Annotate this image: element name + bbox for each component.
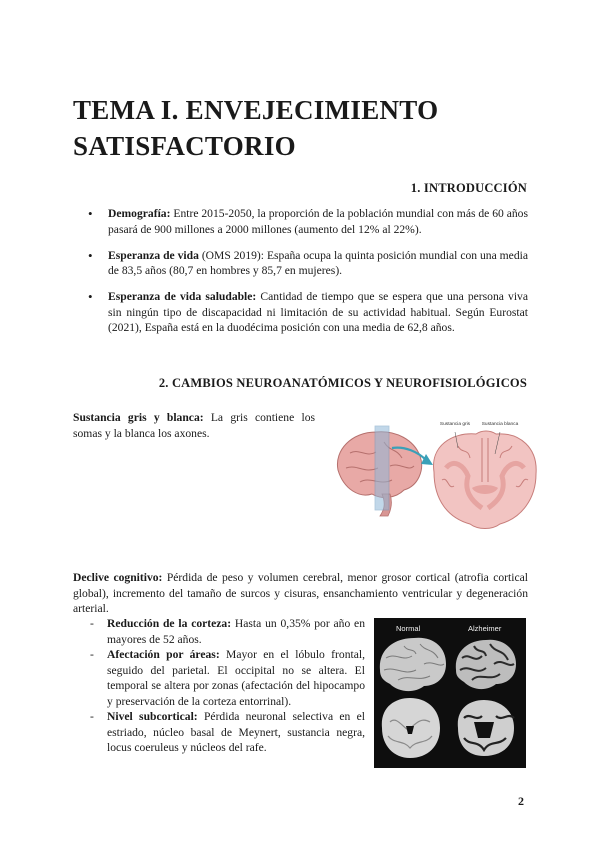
paragraph-sustancia: Sustancia gris y blanca: La gris contiene los somas y la blanca los axones.	[73, 411, 316, 440]
declive-dash-list	[87, 616, 365, 756]
item-reduccion-corteza: - Reducción de la corteza: Hasta un 0,35% por año en mayores de 52 años.	[87, 616, 365, 647]
section-heading-cambios: 2. CAMBIOS NEUROANATÓMICOS Y NEUROFISIOLÓGICOS	[158, 376, 527, 390]
paragraph-declive: Declive cognitivo: Pérdida de peso y volumen cerebral, menor grosor cortical (atrofia cortical global), incremento del tamaño de surcos y cisuras, ensanchamiento ventricular y degeneración arterial.	[73, 571, 528, 615]
label-sustancia-blanca: Sustancia blanca	[481, 422, 519, 427]
label-alzheimer: Alzheimer	[468, 624, 502, 633]
brain-side-view-icon	[337, 426, 421, 516]
arrow-icon	[421, 454, 433, 465]
section-heading-introduccion: 1. INTRODUCCIÓN	[410, 181, 527, 195]
page-number: 2	[518, 794, 524, 808]
document-title: TEMA I. ENVEJECIMIENTO SATISFACTORIO	[73, 95, 439, 161]
normal-brain-coronal-icon	[382, 698, 440, 758]
bullet-esperanza-vida-saludable: • Esperanza de vida saludable: Cantidad de tiempo que se espera que una persona viva sin ningún tipo de discapacidad ni limitación de su actividad habitual. Según Eurostat (2021), España está en la duodécima posición con una media de 62,8 años.	[84, 289, 528, 336]
item-nivel-subcortical: - Nivel subcortical: Pérdida neuronal selectiva en el estriado, núcleo basal de Meynert, sustancia negra, locus coeruleus y núcleos del rafe.	[87, 709, 365, 756]
alzheimer-brain-coronal-icon	[458, 700, 514, 756]
item-afectacion-areas: - Afectación por áreas: Mayor en el lóbulo frontal, seguido del parietal. El occipital no se altera. El temporal se altera por zonas (afectación del hipocampo y preservación de la corteza entorrinal).	[87, 647, 365, 709]
normal-vs-alzheimer-figure	[374, 618, 526, 768]
intro-bullet-list	[84, 206, 528, 346]
bullet-demografia: • Demografía: Entre 2015-2050, la proporción de la población mundial con más de 60 años pasará de 900 millones a 2000 millones (aumento del 12% al 22%).	[84, 206, 528, 237]
label-normal: Normal	[396, 624, 421, 633]
bullet-esperanza-vida: • Esperanza de vida (OMS 2019): España ocupa la quinta posición mundial con una media de 83,5 años (80,7 en hombres y 85,7 en mujeres).	[84, 248, 528, 279]
brain-section-figure	[330, 418, 540, 533]
label-sustancia-gris: Sustancia gris	[439, 422, 471, 427]
brain-coronal-section-icon	[434, 431, 537, 529]
